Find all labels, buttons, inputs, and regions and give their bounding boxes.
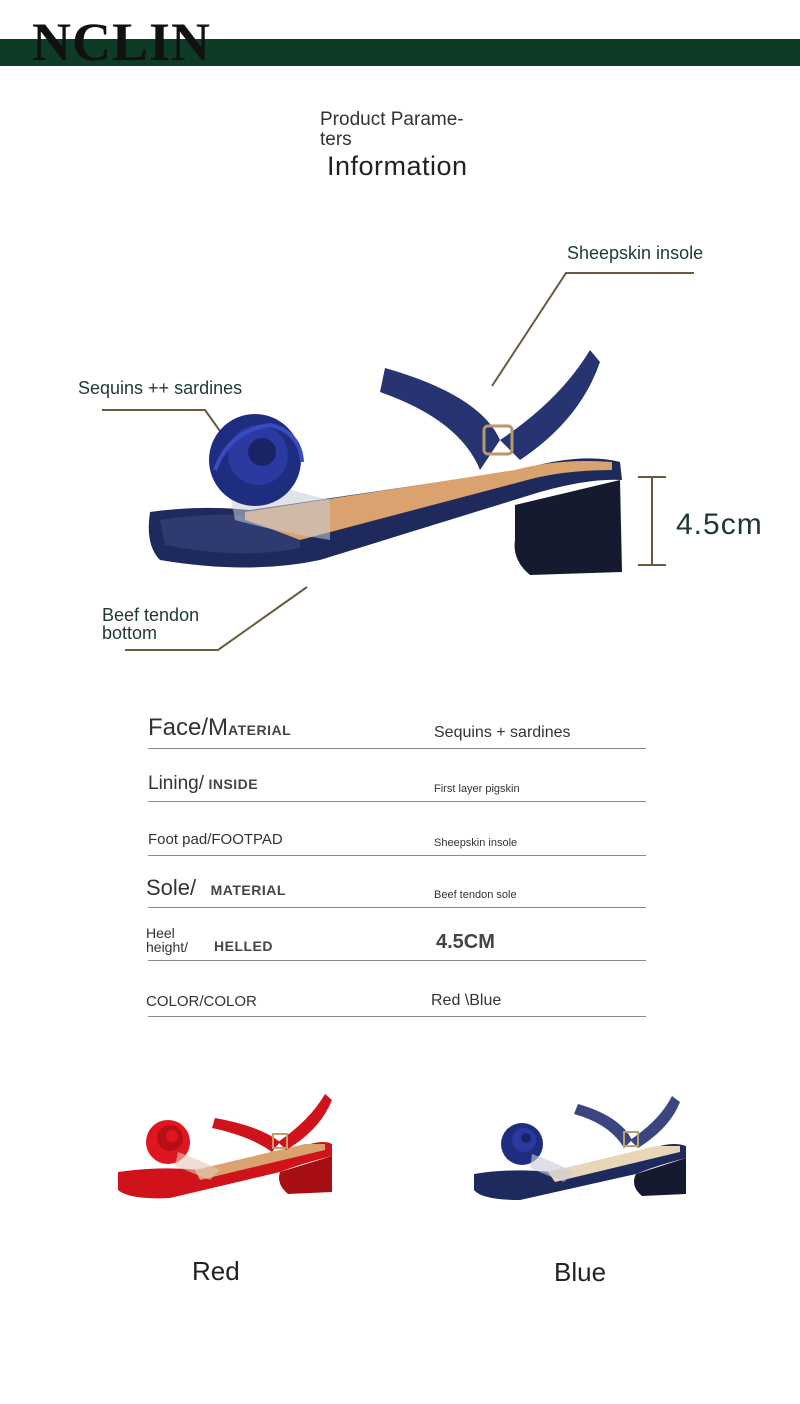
- spec-label: Lining/: [148, 773, 204, 794]
- spec-label-caps: ATERIAL: [228, 722, 292, 738]
- annotation-beef-line1: Beef tendon: [102, 605, 200, 625]
- spec-label-caps: INSIDE: [208, 776, 259, 792]
- spec-value: First layer pigskin: [434, 783, 520, 795]
- spec-row: [148, 922, 646, 961]
- annotation-sequins: Sequins ++ sardines: [78, 378, 243, 398]
- spec-label: Foot pad/FOOTPAD: [148, 831, 283, 848]
- spec-value: Sequins + sardines: [434, 724, 571, 741]
- annotation-sheepskin: Sheepskin insole: [567, 243, 704, 263]
- spec-value: 4.5CM: [436, 931, 495, 953]
- color-caption-red: Red: [192, 1256, 240, 1286]
- spec-label: Heel height/: [146, 925, 189, 955]
- spec-value: Beef tendon sole: [434, 889, 517, 901]
- red-sandal-image: [100, 1080, 350, 1210]
- spec-row: [148, 710, 646, 749]
- section-subtitle: Information: [327, 151, 468, 181]
- spec-label: COLOR/COLOR: [146, 993, 257, 1010]
- spec-label-caps: HELLED: [214, 938, 273, 954]
- spec-row: [148, 869, 646, 908]
- spec-row: [148, 763, 646, 802]
- section-title: Product Parame-ters: [320, 109, 464, 150]
- blue-sandal-image: [460, 1082, 700, 1212]
- spec-label: Sole/: [146, 875, 197, 900]
- spec-value: Sheepskin insole: [434, 837, 518, 849]
- height-bracket: [638, 477, 666, 565]
- brand-logo: NCLIN: [32, 12, 212, 72]
- color-caption-blue: Blue: [554, 1257, 607, 1287]
- annotation-beef-line2: bottom: [102, 623, 158, 643]
- spec-row: [148, 978, 646, 1017]
- spec-label-caps: MATERIAL: [210, 882, 286, 898]
- spec-label: Face/M: [148, 714, 229, 741]
- spec-value: Red \Blue: [431, 992, 502, 1009]
- product-diagram: [0, 200, 800, 670]
- heel-height-label: 4.5cm: [676, 508, 763, 541]
- spec-row: [148, 817, 646, 856]
